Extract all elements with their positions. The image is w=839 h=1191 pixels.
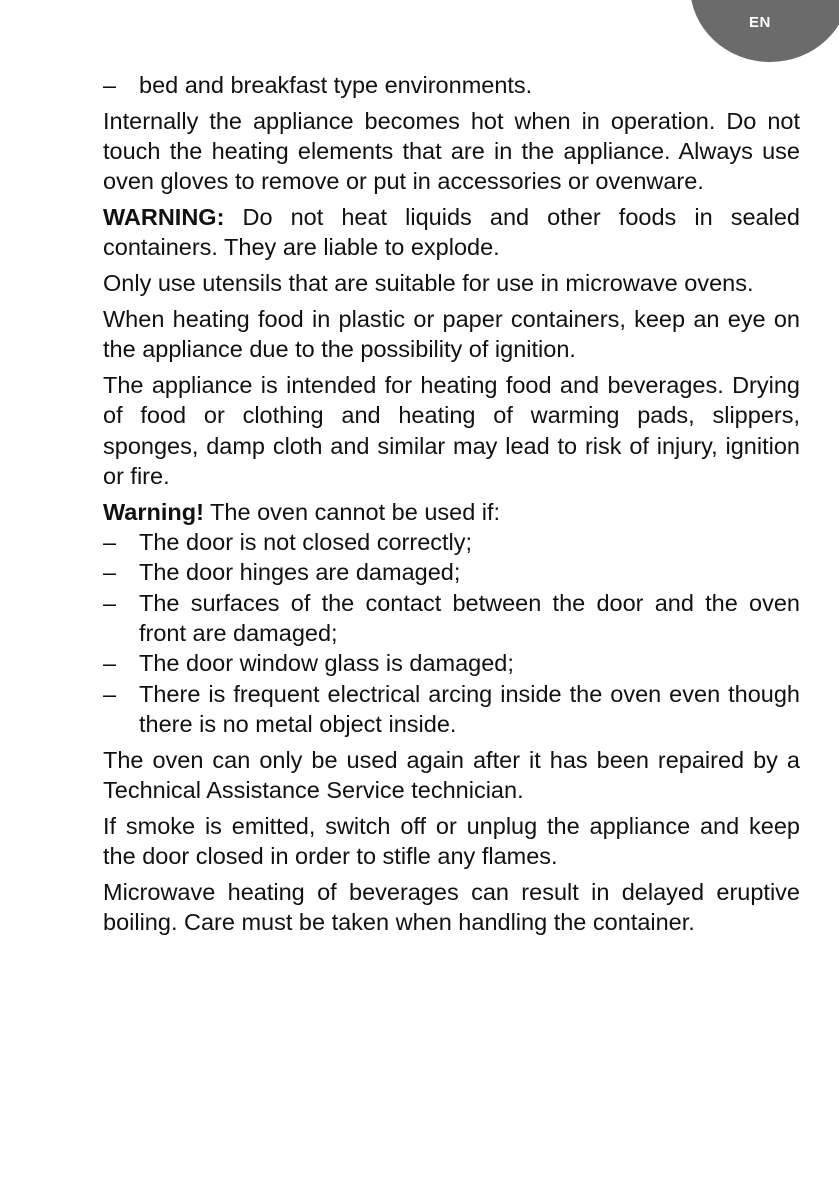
list-item-text: The door window glass is damaged; — [139, 650, 514, 677]
list-dash: – — [103, 589, 117, 616]
paragraph-smoke: If smoke is emitted, switch off or unplug the appliance and keep the door closed in order to stifle any flames. — [103, 812, 800, 870]
paragraph-warning-cannot-use — [103, 497, 800, 527]
paragraph-plastic-containers: When heating food in plastic or paper containers, keep an eye on the appliance due to the possibility of ignition. — [103, 306, 800, 363]
list-dash: – — [103, 72, 117, 98]
paragraph-repaired: The oven can only be used again after it has been repaired by a Technical Assistance Service technician. — [103, 746, 800, 804]
list-item-condition — [103, 557, 800, 587]
warning2-text: The oven cannot be used if: — [203, 498, 501, 525]
paragraph-internal-hot: Internally the appliance becomes hot when in operation. Do not touch the heating elements that are in the appliance. Always use oven gloves to remove or put in accessories or ovenware. — [103, 107, 800, 195]
paragraph-eruptive-boiling: Microwave heating of beverages can result in delayed eruptive boiling. Care must be taken when handling the container. — [103, 878, 800, 936]
list-item-condition — [103, 679, 800, 740]
language-label: EN — [749, 14, 771, 31]
list-dash: – — [103, 529, 117, 556]
language-tab — [690, 0, 839, 62]
paragraph-intended-use: The appliance is intended for heating food and beverages. Drying of food or clothing and heating of warming pads, slippers, sponges, damp cloth and similar may lead to risk of injury, ignition or fire. — [103, 372, 800, 490]
manual-content — [103, 70, 800, 943]
list-dash: – — [103, 680, 117, 707]
warning-label: WARNING: — [103, 204, 225, 231]
list-item-text: The door hinges are damaged; — [139, 559, 461, 586]
list-item-condition — [103, 588, 800, 649]
warning2-label: Warning! — [103, 498, 204, 525]
list-item-text: The door is not closed correctly; — [139, 529, 473, 556]
list-item-intro — [103, 70, 800, 100]
warning-text: Do not heat liquids and other foods in sealed containers. They are liable to explode. — [103, 204, 800, 261]
list-dash: – — [103, 650, 117, 677]
list-item-text: bed and breakfast type environments. — [139, 72, 533, 98]
list-item-text: The surfaces of the contact between the door and the oven front are damaged; — [139, 589, 800, 647]
list-item-condition — [103, 527, 800, 557]
list-item-text: There is frequent electrical arcing inside the oven even though there is no metal object inside. — [139, 680, 800, 737]
list-dash: – — [103, 559, 117, 586]
paragraph-utensils: Only use utensils that are suitable for use in microwave ovens. — [103, 270, 754, 297]
list-item-condition — [103, 648, 800, 678]
paragraph-warning-sealed — [103, 202, 800, 263]
